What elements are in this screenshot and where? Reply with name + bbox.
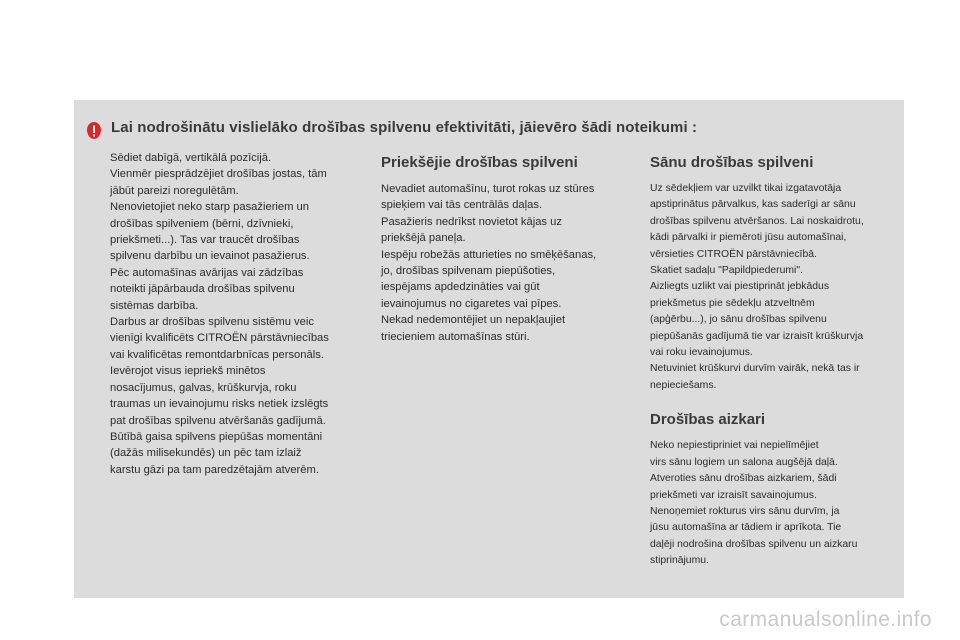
text-line: triecieniem automašīnas stūri. — [381, 330, 530, 343]
text-line: pat drošības spilvenu atvēršanās gadījumā. — [110, 414, 326, 427]
text-line: vai roku ievainojumus. — [650, 347, 753, 359]
text-line: Nenoņemiet rokturus virs sānu durvīm, ja — [650, 505, 840, 517]
text-line: iespējams apdedzināties vai gūt — [381, 281, 540, 294]
text-line: jābūt pareizi noregulētām. — [110, 184, 239, 197]
column-front-airbags — [381, 150, 643, 345]
text-line: drošības spilveniem (bērni, dzīvnieki, — [110, 217, 294, 230]
text-line: vai kvalificētas remontdarbnīcas personāls. — [110, 348, 324, 361]
general-rules-text — [110, 150, 372, 478]
text-line: Darbus ar drošības spilvenu sistēmu veic — [110, 316, 314, 329]
side-airbags-text — [650, 181, 912, 394]
text-line: jūsu automašīna ar tādiem ir aprīkota. Tie — [650, 522, 842, 534]
exclamation-warning-icon — [84, 121, 104, 141]
text-line: Vienmēr piesprādzējiet drošības jostas, tām — [110, 168, 327, 181]
text-line: Skatiet sadaļu "Papildpiederumi". — [650, 265, 803, 277]
text-line: traumas un ievainojumu risks netiek izslēgts — [110, 398, 329, 411]
text-line: Pēc automašīnas avārijas vai zādzības — [110, 266, 304, 279]
text-line: (dažās milisekundēs) un pēc tam izlaiž — [110, 447, 302, 460]
text-line: priekšmeti var izraisīt savainojumus. — [650, 489, 817, 501]
text-line: Netuviniet krūškurvi durvīm vairāk, nekā tas ir — [650, 363, 860, 375]
text-line: priekšmeti...). Tas var traucēt drošības — [110, 234, 300, 247]
curtain-airbags-text — [650, 438, 912, 569]
text-line: ievainojumus no cigaretes vai pīpes. — [381, 297, 562, 310]
text-line: karstu gāzi pa tam paredzētajām atverēm. — [110, 463, 319, 476]
column-side-airbags — [650, 150, 912, 570]
section-title-curtain-airbags: Drošības aizkari — [650, 411, 766, 429]
text-line: apstiprinātus pārvalkus, kas saderīgi ar sānu — [650, 199, 856, 211]
section-title-side-airbags: Sānu drošības spilveni — [650, 154, 814, 171]
text-line: kādi pārvalki ir piemēroti jūsu automašīnai, — [650, 232, 847, 244]
text-line: Atveroties sānu drošības aizkariem, šādi — [650, 473, 837, 485]
text-line: nepieciešams. — [650, 379, 717, 391]
text-line: Nenovietojiet neko starp pasažieriem un — [110, 201, 309, 214]
column-general-rules — [110, 150, 372, 478]
text-line: Būtībā gaisa spilvens piepūšas momentāni — [110, 430, 323, 443]
text-line: Aizliegts uzlikt vai piestiprināt jebkādus — [650, 281, 830, 293]
text-line: Iespēju robežās atturieties no smēķēšanas, — [381, 248, 597, 261]
text-line: spilvenu darbību un ievainot pasažierus. — [110, 250, 310, 263]
text-line: drošības spilvenu atvēršanos. Lai noskaidrotu, — [650, 215, 864, 227]
text-line: Sēdiet dabīgā, vertikālā pozīcijā. — [110, 152, 272, 164]
text-line: priekšmetus pie sēdekļu atzveltnēm — [650, 297, 815, 309]
page-heading: Lai nodrošinātu vislielāko drošības spilvenu efektivitāti, jāievēro šādi noteikumi : — [111, 119, 698, 136]
text-line: vērsieties CITROËN pārstāvniecībā. — [650, 248, 817, 260]
text-line: piepūšanās gadījumā tie var izraisīt krūškurvja — [650, 330, 864, 342]
text-line: priekšējā paneļa. — [381, 232, 466, 245]
text-line: spieķiem vai tās centrālās daļas. — [381, 199, 543, 212]
text-line: nosacījumus, galvas, krūškurvja, roku — [110, 381, 297, 394]
text-line: Pasažieris nedrīkst novietot kājas uz — [381, 215, 562, 228]
front-airbags-text — [381, 181, 643, 345]
text-line: Nevadiet automašīnu, turot rokas uz stūres — [381, 183, 595, 195]
watermark: carmanualsonline.info — [719, 608, 932, 631]
text-line: Uz sēdekļiem var uzvilkt tikai izgatavotāja — [650, 183, 842, 194]
text-line: vienīgi kvalificēts CITROËN pārstāvniecības — [110, 332, 329, 345]
text-line: noteikti jāpārbauda drošības spilvenu — [110, 283, 295, 296]
text-line: Ievērojot visus iepriekš minētos — [110, 365, 266, 378]
text-line: Neko nepiestipriniet vai nepielīmējiet — [650, 440, 819, 452]
text-line: stiprinājumu. — [650, 555, 709, 567]
section-title-front-airbags: Priekšējie drošības spilveni — [381, 154, 578, 171]
text-line: jo, drošības spilvenam piepūšoties, — [381, 265, 556, 278]
text-line: daļēji nodrošina drošības spilvenu un aizkaru — [650, 538, 858, 550]
text-line: virs sānu logiem un salona augšējā daļā. — [650, 456, 838, 468]
text-line: Nekad nedemontējiet un nepakļaujiet — [381, 314, 566, 327]
text-line: sistēmas darbība. — [110, 299, 199, 312]
text-line: (apģērbu...), jo sānu drošības spilvenu — [650, 314, 827, 326]
